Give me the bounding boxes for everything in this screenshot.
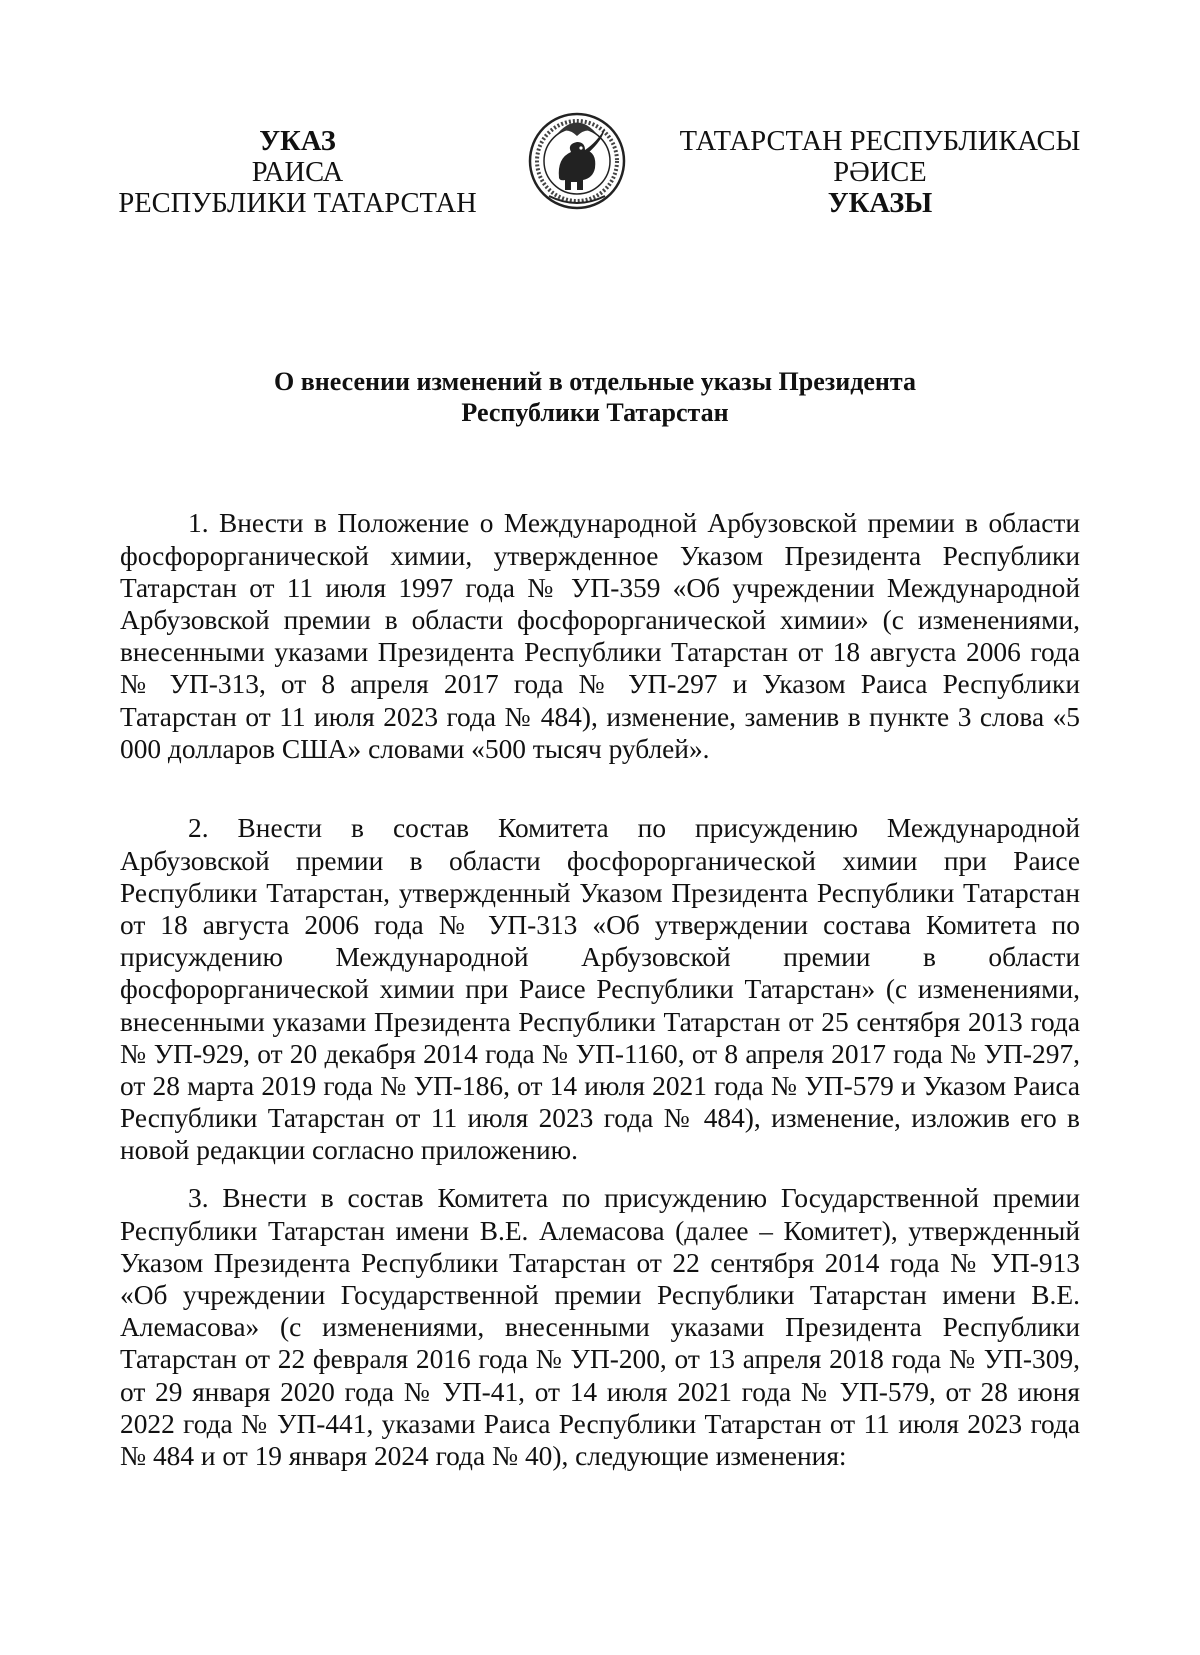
header-right-line-1: ТАТАРСТАН РЕСПУБЛИКАСЫ	[679, 126, 1081, 157]
paragraph-1: 1. Внести в Положение о Международной Арбузовской премии в области фосфорорганической химии, утвержденное Указом Президента Республики Татарстан от 11 июля 1997 года № УП-359 «Об учреждении Международной Арбузовской премии в области фосфорорганической химии» (с изменениями, внесенными указами Президента Республики Татарстан от 18 августа 2006 года № УП-313, от 8 апреля 2017 года № УП-297 и Указом Раиса Республики Татарстан от 11 июля 2023 года № 484), изменение, заменив в пункте 3 слова «5 000 долларов США» словами «500 тысяч рублей».	[120, 508, 1080, 764]
header-right-block	[665, 126, 1095, 219]
header-left-line-2: РАИСА	[251, 157, 344, 188]
header-left-line-1: УКАЗ	[259, 126, 336, 157]
paragraph-2: 2. Внести в состав Комитета по присуждению Международной Арбузовской премии в области фосфорорганической химии при Раисе Республики Татарстан, утвержденный Указом Президента Республики Татарстан от 18 августа 2006 года № УП-313 «Об утверждении состава Комитета по присуждению Международной Арбузовской премии в области фосфорорганической химии при Раисе Республики Татарстан» (с изменениями, внесенными указами Президента Республики Татарстан от 25 сентября 2013 года № УП-929, от 20 декабря 2014 года № УП-1160, от 8 апреля 2017 года № УП-297, от 28 марта 2019 года № УП-186, от 14 июля 2021 года № УП-579 и Указом Раиса Республики Татарстан от 11 июля 2023 года № 484), изменение, изложив его в новой редакции согласно приложению.	[120, 813, 1080, 1166]
title-line-1: О внесении изменений в отдельные указы Президента	[274, 367, 916, 396]
header-right-line-3: УКАЗЫ	[827, 188, 933, 219]
paragraph-3: 3. Внести в состав Комитета по присуждению Государственной премии Республики Татарстан имени В.Е. Алемасова (далее – Комитет), утвержденный Указом Президента Республики Татарстан от 22 сентября 2014 года № УП-913 «Об учреждении Государственной премии Республики Татарстан имени В.Е. Алемасова» (с изменениями, внесенными указами Президента Республики Татарстан от 22 февраля 2016 года № УП-200, от 13 апреля 2018 года № УП-309, от 29 января 2020 года № УП-41, от 14 июля 2021 года № УП-579, от 28 июня 2022 года № УП-441, указами Раиса Республики Татарстан от 11 июля 2023 года № 484 и от 19 января 2024 года № 40), следующие изменения:	[120, 1183, 1080, 1472]
document-title	[120, 366, 1070, 428]
header-left-line-3: РЕСПУБЛИКИ ТАТАРСТАН	[118, 188, 477, 219]
coat-of-arms-icon	[527, 106, 627, 216]
header-left-block	[100, 126, 495, 219]
title-line-2: Республики Татарстан	[461, 398, 729, 427]
header-right-line-2: РӘИСЕ	[833, 157, 927, 188]
